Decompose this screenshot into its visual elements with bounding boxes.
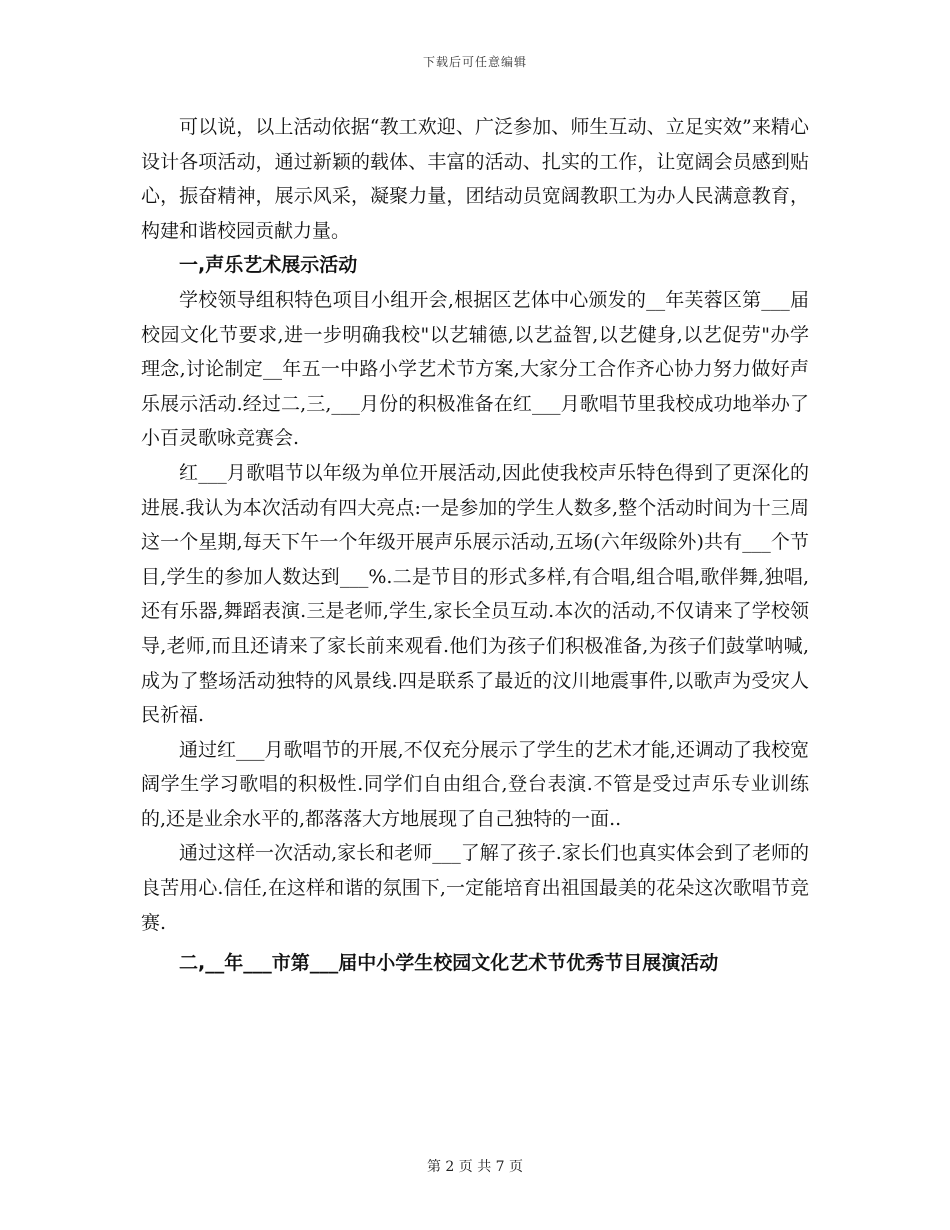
page-number: 第 2 页 共 7 页 (426, 1159, 524, 1175)
section-heading-1: 一,声乐艺术展示活动 (179, 254, 358, 277)
paragraph-1: 学校领导组积特色项目小组开会,根据区艺体中心颁发的__年芙蓉区第___届校园文化节要求,进一步明确我校"以艺辅德,以艺益智,以艺健身,以艺促劳"办学理念,讨论制定__年五一中路小学艺术节方案,大家分工合作齐心协力努力做好声乐展示活动.经过二,三,___月份的积极准备在红___月歌唱节里我校成功地举办了小百灵歌咏竞赛会. (141, 288, 809, 450)
intro-paragraph: 可以说，以上活动依据“教工欢迎、广泛参加、师生互动、立足实效”来精心设计各项活动，通过新颖的载体、丰富的活动、扎实的工作，让宽阔会员感到贴心，振奋精神，展示风采，凝聚力量，团结动员宽阔教职工为办人民满意教育，构建和谐校园贡献力量。 (141, 116, 809, 242)
document-body (141, 110, 809, 981)
section-heading-2: 二,__年___市第___届中小学生校园文化艺术节优秀节目展演活动 (179, 952, 719, 975)
page-header: 下载后可任意编辑 (422, 55, 527, 69)
paragraph-3: 通过红___月歌唱节的开展,不仅充分展示了学生的艺术才能,还调动了我校宽阔学生学习歌唱的积极性.同学们自由组合,登台表演.不管是受过声乐专业训练的,还是业余水平的,都落落大方地展现了自己独特的一面.. (141, 738, 809, 830)
paragraph-4: 通过这样一次活动,家长和老师___了解了孩子.家长们也真实体会到了老师的良苦用心.信任,在这样和谐的氛围下,一定能培育出祖国最美的花朵这次歌唱节竞赛. (141, 842, 809, 934)
paragraph-2: 红___月歌唱节以年级为单位开展活动,因此使我校声乐特色得到了更深化的进展.我认为本次活动有四大亮点:一是参加的学生人数多,整个活动时间为十三周这一个星期,每天下午一个年级开展声乐展示活动,五场(六年级除外)共有___个节目,学生的参加人数达到___%.二是节目的形式多样,有合唱,组合唱,歌伴舞,独唱,还有乐器,舞蹈表演.三是老师,学生,家长全员互动.本次的活动,不仅请来了学校领导,老师,而且还请来了家长前来观看.他们为孩子们积极准备,为孩子们鼓掌呐喊,成为了整场活动独特的风景线.四是联系了最近的汶川地震事件,以歌声为受灾人民祈福. (141, 461, 810, 727)
